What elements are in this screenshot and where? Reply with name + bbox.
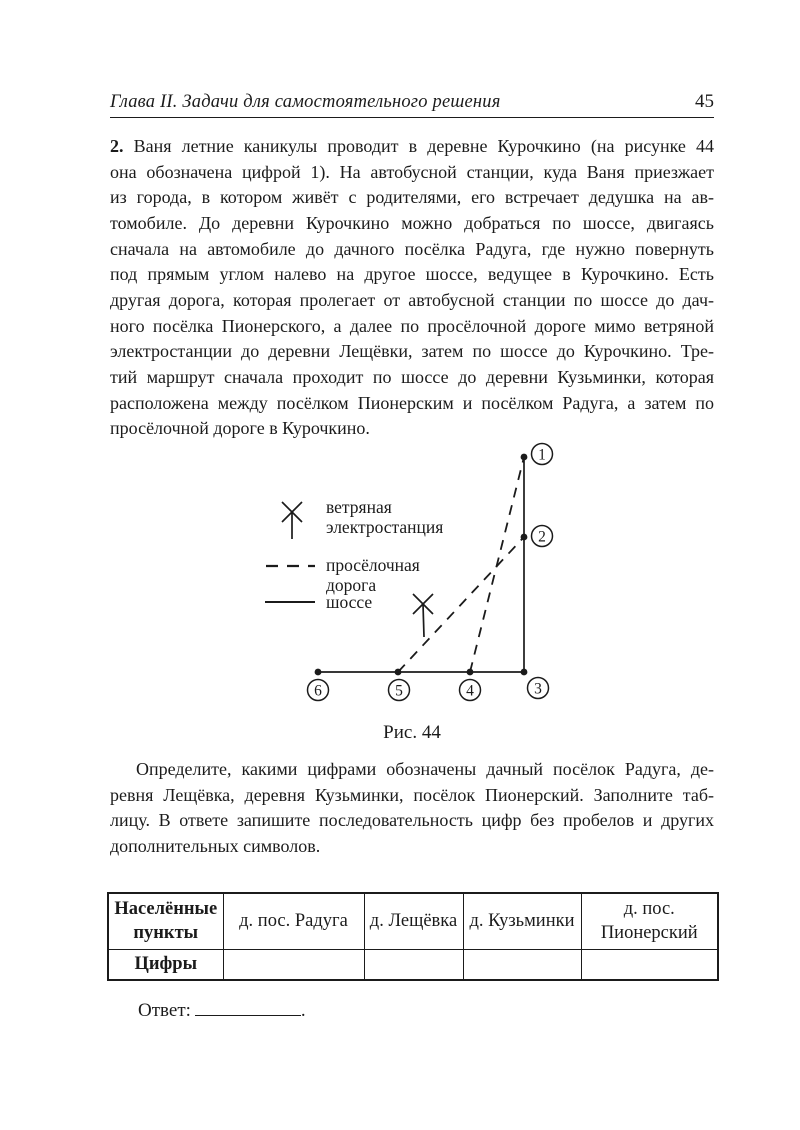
problem-first-line (110, 134, 714, 160)
digit-cell-raduga (223, 950, 364, 981)
figure-caption: Рис. 44 (383, 722, 441, 743)
answer-table (107, 892, 719, 981)
question-lines (110, 783, 714, 860)
page-header (110, 91, 714, 113)
legend-solid-label: шоссе (326, 592, 373, 612)
problem-line: томобиле. До деревни Курочкино можно добраться по шоссе, двигаясь (110, 212, 714, 233)
node-5 (389, 680, 410, 701)
node-2-label: 2 (538, 528, 546, 546)
problem-statement (110, 134, 714, 442)
problem-line: электростанции до деревни Лещёвки, затем по шоссе до Курочкино. Тре- (110, 341, 714, 362)
table-col-pionersky: д. пос. Пионерский (581, 893, 718, 950)
node-5-label: 5 (395, 682, 403, 700)
node-4-label: 4 (466, 682, 474, 700)
problem-line: расположена между посёлком Пионерским и посёлком Радуга, а затем по (110, 392, 714, 413)
problem-first-line-text: Ваня летние каникулы проводит в деревне Курочкино (на рисунке 44 (123, 136, 714, 156)
chapter-title: Глава II. Задачи для самостоятельного решения (110, 92, 501, 112)
node-3 (528, 678, 549, 699)
problem-line: из города, в котором живёт с родителями, его встречает дедушка на ав- (110, 187, 714, 208)
table-digits-row (108, 950, 718, 981)
node-6-label: 6 (314, 682, 322, 700)
country-road-4-to-1 (470, 457, 524, 672)
problem-number: 2. (110, 136, 124, 156)
table-digits-label: Цифры (108, 950, 223, 981)
table-col-leshchyovka: д. Лещёвка (364, 893, 463, 950)
answer-label: Ответ: (138, 1000, 191, 1021)
question-line: дополнительных символов. (110, 835, 321, 856)
node-1-label: 1 (538, 446, 546, 464)
table-col-raduga: д. пос. Радуга (223, 893, 364, 950)
problem-line: она обозначена цифрой 1). На автобусной станции, куда Ваня приезжает (110, 161, 714, 182)
legend-dashed-label-line1: просёлочная (326, 555, 420, 575)
answer-line (138, 997, 306, 1022)
page-number: 45 (695, 91, 714, 112)
node-1 (532, 444, 553, 465)
table-corner-header: Населённые пункты (108, 893, 223, 950)
map-windmill-icon (413, 594, 433, 637)
question-line: лицу. В ответе запишите последовательность цифр без пробелов и других (110, 810, 714, 831)
question-line: ревня Лещёвка, деревня Кузьминки, посёлок Пионерский. Заполните таб- (110, 784, 714, 805)
problem-line: просёлочной дороге в Курочкино. (110, 418, 370, 439)
problem-lines (110, 160, 714, 442)
node-2 (532, 526, 553, 547)
node-6 (308, 680, 329, 701)
problem-line: ного посёлка Пионерского, а далее по просёлочной дороге мимо ветряной (110, 315, 714, 336)
problem-line: другая дорога, которая пролегает от автобусной станции по шоссе до дач- (110, 289, 714, 310)
legend-dashed-label-line2: дорога (326, 575, 377, 595)
digit-cell-kuzminki (463, 950, 581, 981)
node-4 (460, 680, 481, 701)
table-header-row (108, 893, 718, 950)
legend-windmill-label-line1: ветряная (326, 497, 392, 517)
table-col-kuzminki: д. Кузьминки (463, 893, 581, 950)
problem-line: сначала на автомобиле до дачного посёлка Радуга, где нужно повернуть (110, 238, 714, 259)
legend-windmill-label-line2: электростанция (326, 517, 444, 537)
answer-period: . (300, 1000, 306, 1021)
digit-cell-leshchyovka (364, 950, 463, 981)
windmill-icon (282, 502, 302, 539)
node-3-label: 3 (534, 680, 542, 698)
header-rule (110, 117, 714, 118)
problem-line: под прямым углом налево на другое шоссе, ведущее в Курочкино. Есть (110, 264, 714, 285)
answer-blank (195, 997, 301, 1016)
question-first-line: Определите, какими цифрами обозначены дачный посёлок Радуга, де- (136, 759, 714, 779)
digit-cell-pionersky (581, 950, 718, 981)
problem-line: тий маршрут сначала проходит по шоссе до деревни Кузьминки, которая (110, 366, 714, 387)
figure-44-diagram (250, 438, 580, 708)
question-text (110, 757, 714, 860)
